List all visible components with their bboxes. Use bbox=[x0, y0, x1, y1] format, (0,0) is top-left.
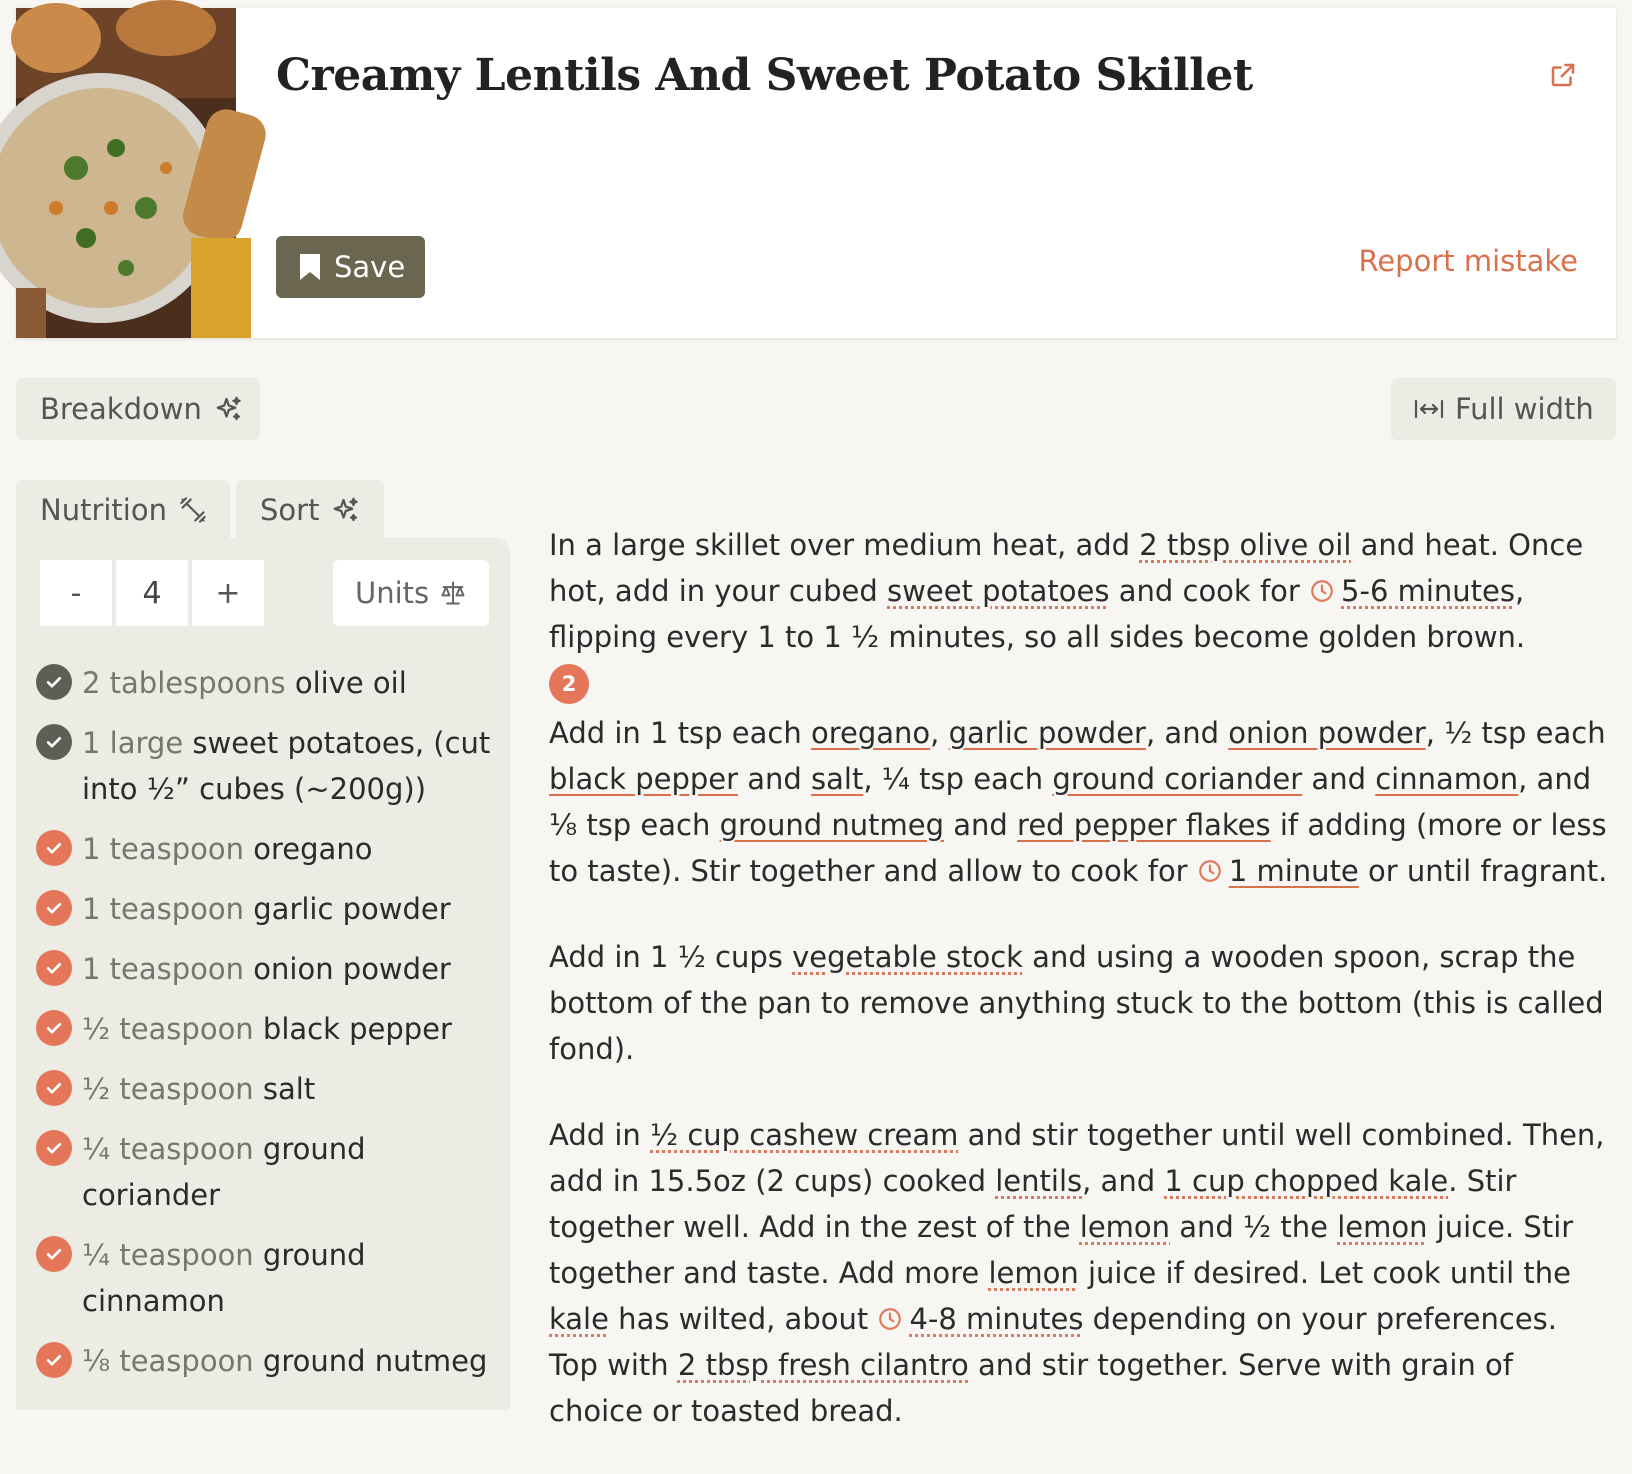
ingredient-link[interactable]: lemon bbox=[1079, 1210, 1171, 1244]
step-text: and bbox=[944, 808, 1018, 842]
servings-value[interactable]: 4 bbox=[116, 560, 188, 626]
ingredient-link[interactable]: salt bbox=[811, 762, 864, 796]
ingredient-link[interactable]: 2 tbsp fresh cilantro bbox=[677, 1348, 969, 1382]
ingredient-link[interactable]: ground nutmeg bbox=[719, 808, 945, 842]
ingredient-quantity: 2 tablespoons bbox=[82, 666, 286, 700]
recipe-photo bbox=[16, 8, 236, 338]
report-mistake-link[interactable]: Report mistake bbox=[1358, 244, 1578, 278]
ingredient-link[interactable]: lentils bbox=[995, 1164, 1083, 1198]
ingredient-name: oregano bbox=[253, 832, 373, 866]
step-text: , ½ tsp each bbox=[1425, 716, 1606, 750]
ingredient-item[interactable] bbox=[36, 826, 496, 872]
checkmark-icon[interactable] bbox=[36, 1070, 72, 1106]
instruction-step-1 bbox=[549, 522, 1609, 660]
ingredient-name: ground nutmeg bbox=[262, 1344, 488, 1378]
ingredient-quantity: 1 large bbox=[82, 726, 184, 760]
step-text: , ¼ tsp each bbox=[863, 762, 1053, 796]
checkmark-icon[interactable] bbox=[36, 1236, 72, 1272]
ingredient-item[interactable] bbox=[36, 660, 496, 706]
ingredient-link[interactable]: sweet potatoes bbox=[887, 574, 1110, 608]
sparkle-icon bbox=[214, 394, 244, 424]
step-text: and using a wooden spoon, scrap the bottom of the pan to remove anything stuck to the bottom (this is called fond). bbox=[549, 940, 1604, 1066]
ingredient-link[interactable]: kale bbox=[549, 1302, 609, 1336]
instruction-step-3 bbox=[549, 934, 1609, 1072]
ingredient-link[interactable]: vegetable stock bbox=[792, 940, 1023, 974]
ingredient-text bbox=[82, 720, 496, 812]
ingredient-quantity: ½ teaspoon bbox=[82, 1012, 254, 1046]
ingredient-link[interactable]: onion powder bbox=[1228, 716, 1426, 750]
decrease-servings-button[interactable]: - bbox=[40, 560, 112, 626]
ingredient-text bbox=[82, 1066, 315, 1112]
ingredient-quantity: ⅛ teaspoon bbox=[82, 1344, 254, 1378]
ingredient-quantity: ¼ teaspoon bbox=[82, 1132, 254, 1166]
ingredients-panel bbox=[16, 538, 510, 1410]
ingredient-link[interactable]: garlic powder bbox=[948, 716, 1146, 750]
step-text: and stir together. Serve with grain of choice or toasted bread. bbox=[549, 1348, 1513, 1428]
ingredient-link[interactable]: lemon bbox=[1337, 1210, 1428, 1244]
ingredient-name: ground cinnamon bbox=[82, 1238, 366, 1318]
ingredient-text bbox=[82, 1232, 496, 1324]
ingredient-link[interactable]: cinnamon bbox=[1375, 762, 1519, 796]
units-button[interactable] bbox=[333, 560, 489, 626]
step-text: and stir together until well combined. Then, add in 15.5oz (2 cups) cooked bbox=[549, 1118, 1605, 1198]
step-text: and ½ the bbox=[1170, 1210, 1338, 1244]
ingredient-name: onion powder bbox=[253, 952, 451, 986]
checkmark-icon[interactable] bbox=[36, 664, 72, 700]
timer-link[interactable] bbox=[1197, 854, 1359, 888]
expand-horizontal-icon bbox=[1413, 396, 1445, 422]
clock-icon bbox=[1309, 578, 1335, 604]
instruction-step-2 bbox=[549, 710, 1609, 894]
breakdown-button[interactable] bbox=[16, 378, 260, 440]
ingredient-quantity: 1 teaspoon bbox=[82, 832, 245, 866]
timer-link[interactable] bbox=[1309, 574, 1515, 608]
step-text: and bbox=[738, 762, 812, 796]
ingredient-quantity: ¼ teaspoon bbox=[82, 1238, 254, 1272]
ingredient-text bbox=[82, 1006, 452, 1052]
ingredient-name: black pepper bbox=[262, 1012, 452, 1046]
ingredient-item[interactable] bbox=[36, 946, 496, 992]
ingredient-quantity: 1 teaspoon bbox=[82, 952, 245, 986]
tab-sort[interactable] bbox=[236, 480, 384, 540]
tab-sort-label: Sort bbox=[260, 493, 320, 527]
ingredient-item[interactable] bbox=[36, 1338, 496, 1384]
ingredient-text bbox=[82, 826, 372, 872]
timer-label: 1 minute bbox=[1228, 854, 1359, 888]
step-number-badge: 2 bbox=[549, 664, 589, 704]
external-link-icon[interactable] bbox=[1548, 60, 1578, 90]
ingredient-text bbox=[82, 1126, 496, 1218]
ingredient-quantity: 1 teaspoon bbox=[82, 892, 245, 926]
breakdown-label: Breakdown bbox=[40, 392, 202, 426]
timer-label: 5-6 minutes bbox=[1341, 574, 1516, 608]
instruction-step-4 bbox=[549, 1112, 1609, 1434]
recipe-header bbox=[16, 8, 1616, 338]
step-text: and heat. Once hot, add in your cubed bbox=[549, 528, 1584, 608]
clock-icon bbox=[877, 1306, 903, 1332]
increase-servings-button[interactable]: + bbox=[192, 560, 264, 626]
step-text: , flipping every 1 to 1 ½ minutes, so all sides become golden brown. bbox=[549, 574, 1526, 654]
sparkle-icon bbox=[331, 495, 361, 525]
ingredient-link[interactable]: oregano bbox=[810, 716, 931, 750]
ingredient-link[interactable]: ½ cup cashew cream bbox=[650, 1118, 959, 1152]
ingredient-text bbox=[82, 1338, 487, 1384]
ingredient-link[interactable]: red pepper flakes bbox=[1017, 808, 1271, 842]
timer-link[interactable] bbox=[877, 1302, 1083, 1336]
tab-nutrition-label: Nutrition bbox=[40, 493, 167, 527]
clock-icon bbox=[1197, 858, 1223, 884]
checkmark-icon[interactable] bbox=[36, 950, 72, 986]
step-text: Add in 1 ½ cups bbox=[549, 940, 793, 974]
full-width-button[interactable] bbox=[1391, 378, 1616, 440]
ingredient-name: olive oil bbox=[294, 666, 407, 700]
servings-stepper bbox=[40, 560, 264, 626]
ingredient-text bbox=[82, 886, 451, 932]
step-text: juice. Stir together and taste. Add more bbox=[549, 1210, 1574, 1290]
ingredient-link[interactable]: 2 tbsp olive oil bbox=[1139, 528, 1352, 562]
ingredient-link[interactable]: lemon bbox=[988, 1256, 1079, 1290]
ingredient-name: sweet potatoes, (cut into ½” cubes (~200g)) bbox=[82, 726, 491, 806]
dumbbell-icon bbox=[179, 496, 207, 524]
ingredient-text bbox=[82, 946, 451, 992]
ingredient-item[interactable] bbox=[36, 1006, 496, 1052]
step-text: depending on your preferences. Top with bbox=[549, 1302, 1557, 1382]
checkmark-icon[interactable] bbox=[36, 724, 72, 760]
recipe-title: Creamy Lentils And Sweet Potato Skillet bbox=[276, 50, 1253, 101]
step-text: or until fragrant. bbox=[1358, 854, 1608, 888]
ingredient-link[interactable]: black pepper bbox=[549, 762, 739, 796]
ingredient-name: ground coriander bbox=[82, 1132, 366, 1212]
ingredient-item[interactable] bbox=[36, 1066, 496, 1112]
step-text: has wilted, about bbox=[608, 1302, 878, 1336]
save-button[interactable] bbox=[276, 236, 425, 298]
bookmark-icon bbox=[298, 252, 322, 282]
step-text: juice if desired. Let cook until the bbox=[1078, 1256, 1571, 1290]
ingredient-item[interactable] bbox=[36, 1232, 496, 1324]
ingredient-name: salt bbox=[262, 1072, 316, 1106]
timer-label: 4-8 minutes bbox=[909, 1302, 1084, 1336]
step-text: and cook for bbox=[1109, 574, 1310, 608]
ingredient-text bbox=[82, 660, 407, 706]
checkmark-icon[interactable] bbox=[36, 1342, 72, 1378]
checkmark-icon[interactable] bbox=[36, 1130, 72, 1166]
units-label: Units bbox=[355, 576, 430, 610]
step-text: and bbox=[1302, 762, 1376, 796]
ingredient-item[interactable] bbox=[36, 1126, 496, 1218]
checkmark-icon[interactable] bbox=[36, 890, 72, 926]
ingredient-link[interactable]: 1 cup chopped kale bbox=[1164, 1164, 1449, 1198]
ingredient-item[interactable] bbox=[36, 886, 496, 932]
tab-nutrition[interactable] bbox=[16, 480, 230, 540]
step-text: In a large skillet over medium heat, add bbox=[549, 528, 1140, 562]
ingredient-link[interactable]: ground coriander bbox=[1052, 762, 1303, 796]
step-text: if adding (more or less to taste). Stir together and allow to cook for bbox=[549, 808, 1607, 888]
ingredient-item[interactable] bbox=[36, 720, 496, 812]
full-width-label: Full width bbox=[1455, 392, 1594, 426]
step-text: , bbox=[930, 716, 949, 750]
step-text: Add in bbox=[549, 1118, 651, 1152]
instructions bbox=[549, 522, 1609, 1474]
step-text: , and bbox=[1082, 1164, 1165, 1198]
checkmark-icon[interactable] bbox=[36, 830, 72, 866]
step-text: . Stir together well. Add in the zest of the bbox=[549, 1164, 1517, 1244]
ingredient-quantity: ½ teaspoon bbox=[82, 1072, 254, 1106]
step-text: , and ⅛ tsp each bbox=[549, 762, 1592, 842]
ingredient-name: garlic powder bbox=[253, 892, 451, 926]
scale-icon bbox=[439, 579, 467, 607]
checkmark-icon[interactable] bbox=[36, 1010, 72, 1046]
step-text: , and bbox=[1145, 716, 1229, 750]
save-button-label: Save bbox=[334, 250, 406, 284]
step-text: Add in 1 tsp each bbox=[549, 716, 811, 750]
ingredient-list bbox=[36, 660, 496, 1398]
